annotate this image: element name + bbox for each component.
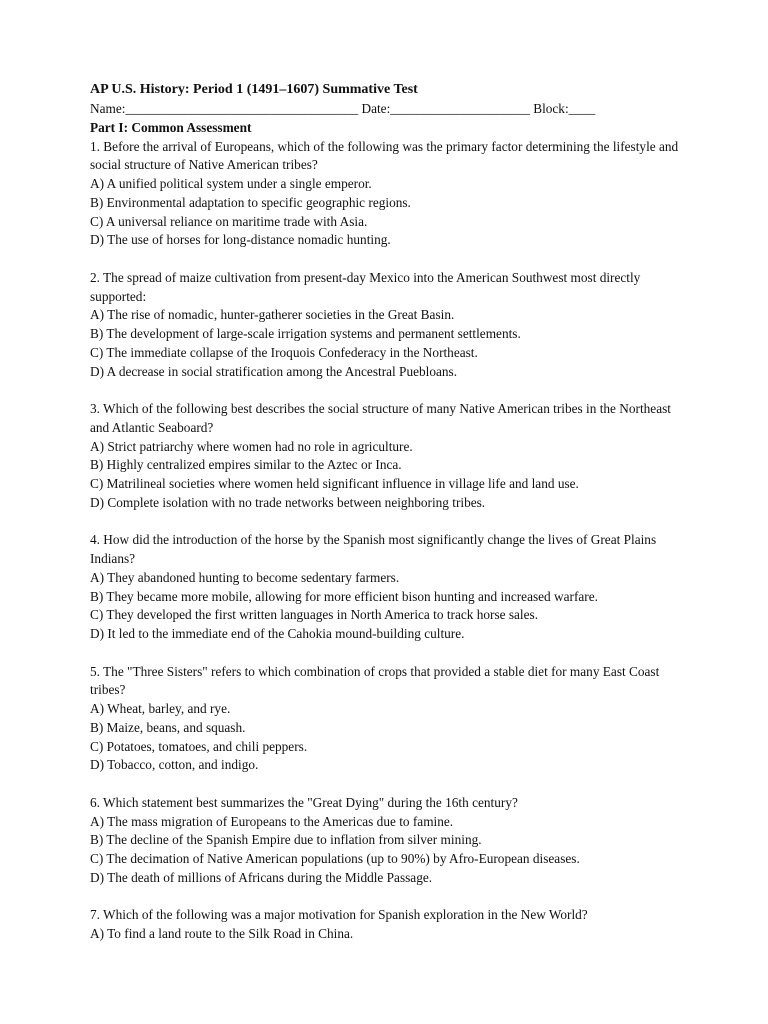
question-7: [90, 906, 690, 944]
answer-option-d: D) It led to the immediate end of the Cahokia mound-building culture.: [90, 626, 465, 641]
answer-option-d: D) A decrease in social stratification among the Ancestral Puebloans.: [90, 363, 458, 379]
answer-option-c: C) A universal reliance on maritime trade with Asia.: [90, 213, 368, 229]
name-date-block-line: Name:___________________________________ Date:_____________________ Block:____: [90, 101, 596, 116]
answer-option-b: B) The decline of the Spanish Empire due to inflation from silver mining.: [90, 832, 482, 848]
answer-option-a: A) They abandoned hunting to become sedentary farmers.: [90, 569, 400, 585]
question-stem: 2. The spread of maize cultivation from present-day Mexico into the American Southwest most directly supported:: [90, 269, 641, 304]
question-6: [90, 794, 690, 888]
question-stem: 1. Before the arrival of Europeans, which of the following was the primary factor determining the lifestyle and social structure of Native American tribes?: [90, 138, 679, 173]
question-1: [90, 138, 690, 251]
question-3: [90, 400, 690, 513]
question-list: [90, 138, 690, 944]
question-stem: 6. Which statement best summarizes the "Great Dying" during the 16th century?: [90, 794, 518, 810]
answer-option-a: A) The mass migration of Europeans to the Americas due to famine.: [90, 813, 454, 829]
question-stem: 3. Which of the following best describes the social structure of many Native American tribes in the Northeast and Atlantic Seaboard?: [90, 401, 671, 435]
answer-option-a: A) A unified political system under a single emperor.: [90, 176, 372, 191]
question-stem: 5. The "Three Sisters" refers to which combination of crops that provided a stable diet for many East Coast tribes?: [90, 663, 660, 698]
answer-option-a: A) Wheat, barley, and rye.: [90, 701, 231, 716]
question-4: [90, 531, 690, 644]
answer-option-b: B) The development of large-scale irrigation systems and permanent settlements.: [90, 326, 521, 341]
document-page: [90, 80, 690, 963]
question-2: [90, 269, 690, 382]
answer-option-a: A) The rise of nomadic, hunter-gatherer societies in the Great Basin.: [90, 307, 455, 323]
answer-option-b: B) They became more mobile, allowing for more efficient bison hunting and increased warfare.: [90, 588, 598, 604]
answer-option-c: C) Matrilineal societies where women held significant influence in village life and land use.: [90, 476, 579, 491]
answer-option-b: B) Highly centralized empires similar to the Aztec or Inca.: [90, 457, 402, 473]
answer-option-c: C) Potatoes, tomatoes, and chili peppers.: [90, 738, 308, 754]
question-stem: 4. How did the introduction of the horse by the Spanish most significantly change the lives of Great Plains Indians?: [90, 532, 657, 566]
answer-option-c: C) They developed the first written languages in North America to track horse sales.: [90, 607, 539, 623]
answer-option-b: B) Environmental adaptation to specific geographic regions.: [90, 194, 411, 210]
answer-option-d: D) Complete isolation with no trade networks between neighboring tribes.: [90, 494, 486, 510]
answer-option-a: A) To find a land route to the Silk Road in China.: [90, 926, 354, 941]
answer-option-d: D) The use of horses for long-distance nomadic hunting.: [90, 232, 391, 248]
answer-option-b: B) Maize, beans, and squash.: [90, 719, 246, 735]
answer-option-c: C) The immediate collapse of the Iroquois Confederacy in the Northeast.: [90, 344, 478, 360]
answer-option-d: D) Tobacco, cotton, and indigo.: [90, 757, 259, 773]
document-title: AP U.S. History: Period 1 (1491–1607) Summative Test: [90, 82, 418, 97]
answer-option-d: D) The death of millions of Africans during the Middle Passage.: [90, 869, 433, 885]
answer-option-c: C) The decimation of Native American populations (up to 90%) by Afro-European diseases.: [90, 851, 580, 866]
question-5: [90, 663, 690, 776]
answer-option-a: A) Strict patriarchy where women had no role in agriculture.: [90, 438, 413, 454]
question-stem: 7. Which of the following was a major motivation for Spanish exploration in the New World?: [90, 907, 588, 923]
section-heading: Part I: Common Assessment: [90, 119, 252, 135]
